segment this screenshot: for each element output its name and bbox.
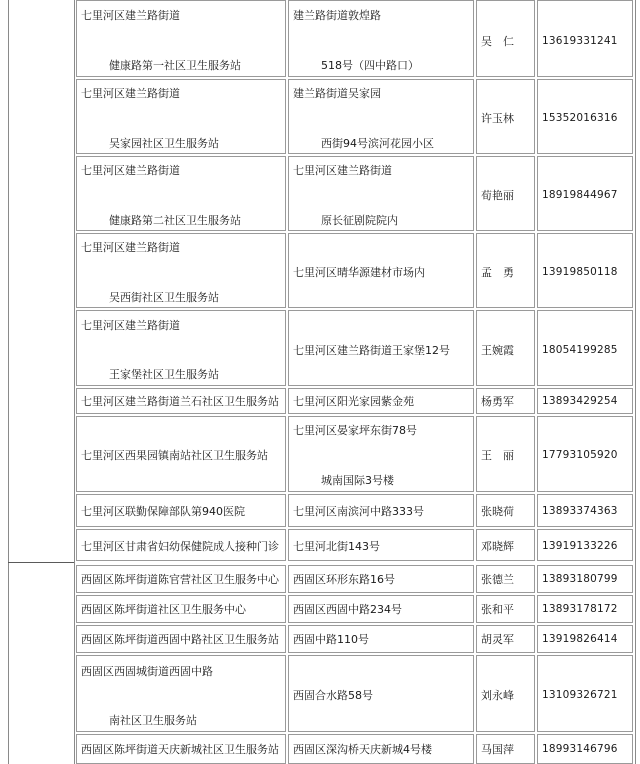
address-cell: [288, 310, 474, 386]
table-row: [76, 310, 286, 386]
site-name-line1: 七里河区建兰路街道: [81, 319, 180, 332]
site-name: 西固区陈坪街道天庆新城社区卫生服务站: [81, 743, 279, 756]
contact-cell: [476, 156, 535, 231]
phone-number: 13109326721: [542, 689, 618, 701]
site-name-line2: 健康路第一社区卫生服务站: [109, 59, 241, 72]
contact-person: 王婉霞: [481, 344, 514, 357]
table-row: [76, 233, 286, 308]
table-row: [76, 734, 286, 764]
site-name-line2: 南社区卫生服务站: [109, 714, 197, 727]
phone-cell: [537, 595, 633, 623]
site-name-line2: 吴西街社区卫生服务站: [109, 291, 219, 304]
phone-cell: [537, 0, 633, 77]
table-row: [76, 416, 286, 492]
address: 西固区深沟桥天庆新城4号楼: [293, 743, 432, 756]
phone-cell: [537, 734, 633, 764]
phone-number: 17793105920: [542, 449, 618, 461]
address-cell: [288, 529, 474, 561]
phone-cell: [537, 233, 633, 308]
table-row: [76, 595, 286, 623]
contact-cell: [476, 233, 535, 308]
site-name: 西固区陈坪街道陈官营社区卫生服务中心: [81, 573, 279, 586]
address-line2: 城南国际3号楼: [321, 474, 394, 487]
phone-number: 15352016316: [542, 112, 618, 124]
table-row: [76, 388, 286, 414]
site-name-line1: 七里河区建兰路街道: [81, 9, 180, 22]
address-cell: [288, 565, 474, 593]
contact-cell: [476, 0, 535, 77]
phone-number: 18054199285: [542, 344, 618, 356]
contact-cell: [476, 565, 535, 593]
contact-person: 张和平: [481, 603, 514, 616]
phone-number: 13893180799: [542, 573, 618, 585]
site-name-line1: 七里河区建兰路街道: [81, 87, 180, 100]
address: 西固区西固中路234号: [293, 603, 402, 616]
site-name-line2: 吴家园社区卫生服务站: [109, 137, 219, 150]
contact-cell: [476, 529, 535, 561]
site-name-line2: 王家堡社区卫生服务站: [109, 368, 219, 381]
phone-number: 13893374363: [542, 505, 618, 517]
phone-number: 13619331241: [542, 35, 618, 47]
address-line2: 原长征剧院院内: [321, 214, 398, 227]
contact-person: 张晓荷: [481, 505, 514, 518]
address-line1: 七里河区建兰路街道: [293, 164, 392, 177]
phone-cell: [537, 156, 633, 231]
address-cell: [288, 156, 474, 231]
phone-cell: [537, 529, 633, 561]
table-row: [76, 79, 286, 154]
contact-cell: [476, 655, 535, 732]
address-cell: [288, 655, 474, 732]
site-name: 西固区陈坪街道社区卫生服务中心: [81, 603, 246, 616]
address-cell: [288, 595, 474, 623]
phone-number: 18993146796: [542, 743, 618, 755]
contact-cell: [476, 310, 535, 386]
address: 七里河区晴华源建材市场内: [293, 266, 425, 279]
phone-number: 13893429254: [542, 395, 618, 407]
phone-cell: [537, 310, 633, 386]
address-cell: [288, 734, 474, 764]
address-line1: 建兰路街道吴家园: [293, 87, 381, 100]
table-row: [76, 494, 286, 527]
address-line2: 518号（四中路口）: [321, 59, 419, 72]
contact-cell: [476, 416, 535, 492]
site-name: 西固区陈坪街道西固中路社区卫生服务站: [81, 633, 279, 646]
table-border-right: [635, 0, 636, 764]
contact-person: 邓晓辉: [481, 540, 514, 553]
contact-cell: [476, 494, 535, 527]
contact-cell: [476, 595, 535, 623]
contact-cell: [476, 625, 535, 653]
phone-cell: [537, 494, 633, 527]
phone-number: 18919844967: [542, 189, 618, 201]
contact-cell: [476, 734, 535, 764]
table-row: [76, 625, 286, 653]
table-row: [76, 565, 286, 593]
contact-person: 王 丽: [481, 449, 514, 462]
contact-person: 许玉林: [481, 112, 514, 125]
phone-number: 13919133226: [542, 540, 618, 552]
site-name-line1: 西固区西固城街道西固中路: [81, 665, 213, 678]
phone-cell: [537, 565, 633, 593]
phone-number: 13893178172: [542, 603, 618, 615]
contact-person: 刘永峰: [481, 689, 514, 702]
district-column-border: [74, 0, 75, 764]
address: 西固合水路58号: [293, 689, 373, 702]
address-cell: [288, 79, 474, 154]
address-cell: [288, 494, 474, 527]
contact-cell: [476, 79, 535, 154]
address-line1: 建兰路街道敦煌路: [293, 9, 381, 22]
table-row: [76, 529, 286, 561]
contact-person: 吴 仁: [481, 35, 514, 48]
contact-person: 荀艳丽: [481, 189, 514, 202]
table-row: [76, 0, 286, 77]
site-name: 七里河区甘肃省妇幼保健院成人接种门诊: [81, 540, 279, 553]
address-line2: 西街94号滨河花园小区: [321, 137, 434, 150]
contact-person: 孟 勇: [481, 266, 514, 279]
contact-person: 马国萍: [481, 743, 514, 756]
phone-cell: [537, 388, 633, 414]
address-cell: [288, 0, 474, 77]
site-name-line1: 七里河区建兰路街道: [81, 241, 180, 254]
table-row: [76, 655, 286, 732]
site-name: 七里河区西果园镇南站社区卫生服务站: [81, 449, 268, 462]
address: 西固中路110号: [293, 633, 369, 646]
contact-person: 胡灵军: [481, 633, 514, 646]
address: 七里河北街143号: [293, 540, 380, 553]
address-line1: 七里河区晏家坪东街78号: [293, 424, 417, 437]
address: 七里河区南滨河中路333号: [293, 505, 424, 518]
address-cell: [288, 233, 474, 308]
phone-cell: [537, 655, 633, 732]
contact-person: 张德兰: [481, 573, 514, 586]
site-name-line2: 健康路第二社区卫生服务站: [109, 214, 241, 227]
phone-cell: [537, 416, 633, 492]
phone-cell: [537, 625, 633, 653]
address-cell: [288, 416, 474, 492]
contact-person: 杨勇军: [481, 395, 514, 408]
table-border-left: [8, 0, 9, 764]
address-cell: [288, 388, 474, 414]
address: 七里河区建兰路街道王家堡12号: [293, 344, 450, 357]
contact-cell: [476, 388, 535, 414]
site-name: 七里河区建兰路街道兰石社区卫生服务站: [81, 395, 279, 408]
site-name: 七里河区联勤保障部队第940医院: [81, 505, 245, 518]
phone-number: 13919850118: [542, 266, 618, 278]
table-row: [76, 156, 286, 231]
site-name-line1: 七里河区建兰路街道: [81, 164, 180, 177]
address: 七里河区阳光家园紫金苑: [293, 395, 414, 408]
district-divider: [8, 562, 74, 563]
address-cell: [288, 625, 474, 653]
phone-cell: [537, 79, 633, 154]
address: 西固区环形东路16号: [293, 573, 395, 586]
phone-number: 13919826414: [542, 633, 618, 645]
